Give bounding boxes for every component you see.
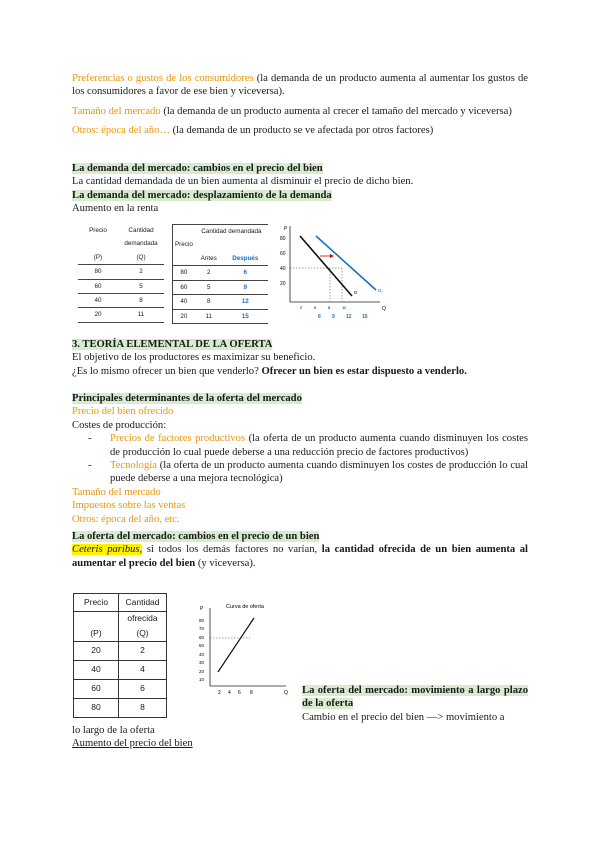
section-3-line-2: ¿Es lo mismo ofrecer un bien que venderlo? Ofrecer un bien es estar dispuesto a venderlo. <box>72 365 467 377</box>
table-row: 80 2 <box>78 265 164 279</box>
supply-move-text-2: lo largo de la oferta <box>72 725 155 736</box>
section-3-line-1: El objetivo de los productores es maximizar su beneficio. <box>72 352 316 364</box>
supply-move-continuation <box>72 724 528 751</box>
table-row: 20 2 <box>74 642 167 661</box>
table-row: 80 2 6 <box>173 266 269 280</box>
supply-table-header-qty: Cantidad <box>119 594 167 612</box>
supply-graph-title: Curva de oferta <box>226 604 264 610</box>
shift-graph-x-label-blue: 12 <box>346 314 352 320</box>
demand-factor-2: Tamaño del mercado (la demanda de un producto aumenta al crecer el tamaño del mercado y viceversa) <box>72 105 512 117</box>
supply-graph-y-label: 30 <box>199 660 205 665</box>
supply-graph-y-label: 50 <box>199 643 205 648</box>
demand-curve-d1 <box>316 236 376 290</box>
supply-graph-axis-p: P <box>200 606 204 612</box>
supply-price: Precio del bien ofrecido <box>72 406 174 418</box>
shift-graph-y-label: 60 <box>280 251 286 257</box>
shift-graph-x-label-blue: 9 <box>332 314 335 320</box>
shift-arrow-head <box>330 254 334 258</box>
supply-det-heading: Principales determinantes de la oferta del mercado <box>72 393 302 404</box>
table-row: 60 5 <box>78 279 164 293</box>
table-row: 40 8 <box>78 294 164 308</box>
supply-graph-x-label: 2 <box>218 690 221 696</box>
supply-graph-x-label: 6 <box>238 690 241 696</box>
supply-other-1: Tamaño del mercado <box>72 486 161 498</box>
supply-table: Precio Cantidad ofrecida (P) (Q) 20 2 40 4 60 6 80 8 <box>73 593 167 718</box>
supply-graph-x-label: 4 <box>228 690 231 696</box>
supply-graph-y-label: 10 <box>199 677 205 682</box>
demand-price-heading: La demanda del mercado: cambios en el precio del bien <box>72 163 323 174</box>
demand-price-text: La cantidad demandada de un bien aumenta al disminuir el precio de dicho bien. <box>72 176 414 188</box>
supply-table-header-price: Precio <box>74 594 119 612</box>
supply-graph-y-label: 40 <box>199 652 205 657</box>
shift-graph-x-label: 5 <box>314 305 317 310</box>
supply-move-text-1: Cambio en el precio del bien —> movimiento a <box>302 711 505 723</box>
supply-move-section <box>302 684 528 724</box>
demand-factor-1: Preferencias o gustos de los consumidores (la demanda de un producto aumenta al aumentar los gustos de los consumidores a favor de ese bien y viceversa). <box>72 73 528 98</box>
supply-subitem-1: - Precios de factores productivos (la oferta de un producto aumenta cuando disminuyen los costes de producción lo cual puede deberse a una reducción precio de factores productivos) <box>88 433 528 458</box>
shift-graph-x-label: 11 <box>342 305 347 310</box>
supply-graph-y-label: 70 <box>199 626 205 631</box>
demand-shift-text: Aumento en la renta <box>72 203 159 215</box>
supply-graph-y-label: 60 <box>199 635 205 640</box>
shift-graph-axis-q: Q <box>382 306 386 312</box>
supply-graph-y-labels <box>199 618 205 682</box>
table-row: 40 4 <box>74 661 167 680</box>
table-row: 60 5 9 <box>173 280 269 294</box>
shift-graph-label-d: D <box>354 290 358 295</box>
table-row: 20 11 <box>78 308 164 322</box>
demand-shift-table: Cantidad demandada Precio Antes Después 80 2 6 60 5 9 40 8 12 20 11 15 <box>172 224 268 324</box>
demand-factors <box>72 72 528 138</box>
section-3-title: 3. TEORÍA ELEMENTAL DE LA OFERTA <box>72 339 273 350</box>
table-row: 20 11 15 <box>173 309 269 323</box>
shift-graph-y-label: 20 <box>280 281 286 287</box>
supply-graph-y-label: 80 <box>199 618 205 623</box>
section-3 <box>72 338 528 378</box>
shift-graph-axis-p: P <box>284 226 288 232</box>
supply-other-2: Impuestos sobre las ventas <box>72 500 186 512</box>
supply-move-text-3: Aumento del precio del bien <box>72 738 193 750</box>
shift-graph-y-label: 80 <box>280 236 286 242</box>
demand-table-header-price: Precio <box>89 227 107 234</box>
supply-graph-axis-q: Q <box>284 690 288 696</box>
supply-graph-x-labels <box>218 690 253 696</box>
supply-curve-graph <box>196 598 300 702</box>
shift-graph-label-d1: D₁ <box>378 288 383 293</box>
shift-graph-x-label: 2 <box>300 305 303 310</box>
supply-move-heading: La oferta del mercado: movimiento a largo plazo de la oferta <box>302 685 528 710</box>
supply-subitem-2: - Tecnología (la oferta de un producto aumenta cuando disminuyen los costes de producción lo cual puede deberse a una mejora tecnológica) <box>88 460 528 485</box>
supply-curve <box>218 618 254 672</box>
supply-price-heading: La oferta del mercado: cambios en el precio de un bien <box>72 531 320 542</box>
supply-price-section <box>72 530 528 570</box>
demand-shift-graph <box>280 222 390 322</box>
table-row: 40 8 12 <box>173 295 269 309</box>
shift-table-header: Cantidad demandada <box>201 228 262 235</box>
table-row: 80 8 <box>74 699 167 718</box>
shift-graph-y-label: 40 <box>280 266 286 272</box>
ceteris-paragraph: Ceteris paribus, si todos los demás factores no varían, la cantidad ofrecida de un bien aumenta al aumentar el precio del bien (y viceversa). <box>72 544 528 569</box>
demand-price-section <box>72 162 528 216</box>
supply-graph-y-label: 20 <box>199 669 205 674</box>
shift-graph-x-label-blue: 15 <box>362 314 368 320</box>
supply-other-3: Otros: época del año, etc. <box>72 513 180 525</box>
demand-shift-heading: La demanda del mercado: desplazamiento de la demanda <box>72 189 332 201</box>
supply-costs: Costes de producción: <box>72 419 167 431</box>
supply-graph-x-label: 8 <box>250 690 253 696</box>
demand-table-header-qty: Cantidad <box>128 227 154 234</box>
demand-table: Precio Cantidad demandada (P) (Q) 80 2 60 5 40 8 20 11 <box>78 224 164 323</box>
shift-graph-x-label: 8 <box>328 305 331 310</box>
supply-determinants <box>72 392 528 526</box>
shift-graph-x-label-blue: 6 <box>318 314 321 320</box>
table-row: 60 6 <box>74 680 167 699</box>
demand-factor-3: Otros: época del año… (la demanda de un producto se ve afectada por otros factores) <box>72 125 434 137</box>
